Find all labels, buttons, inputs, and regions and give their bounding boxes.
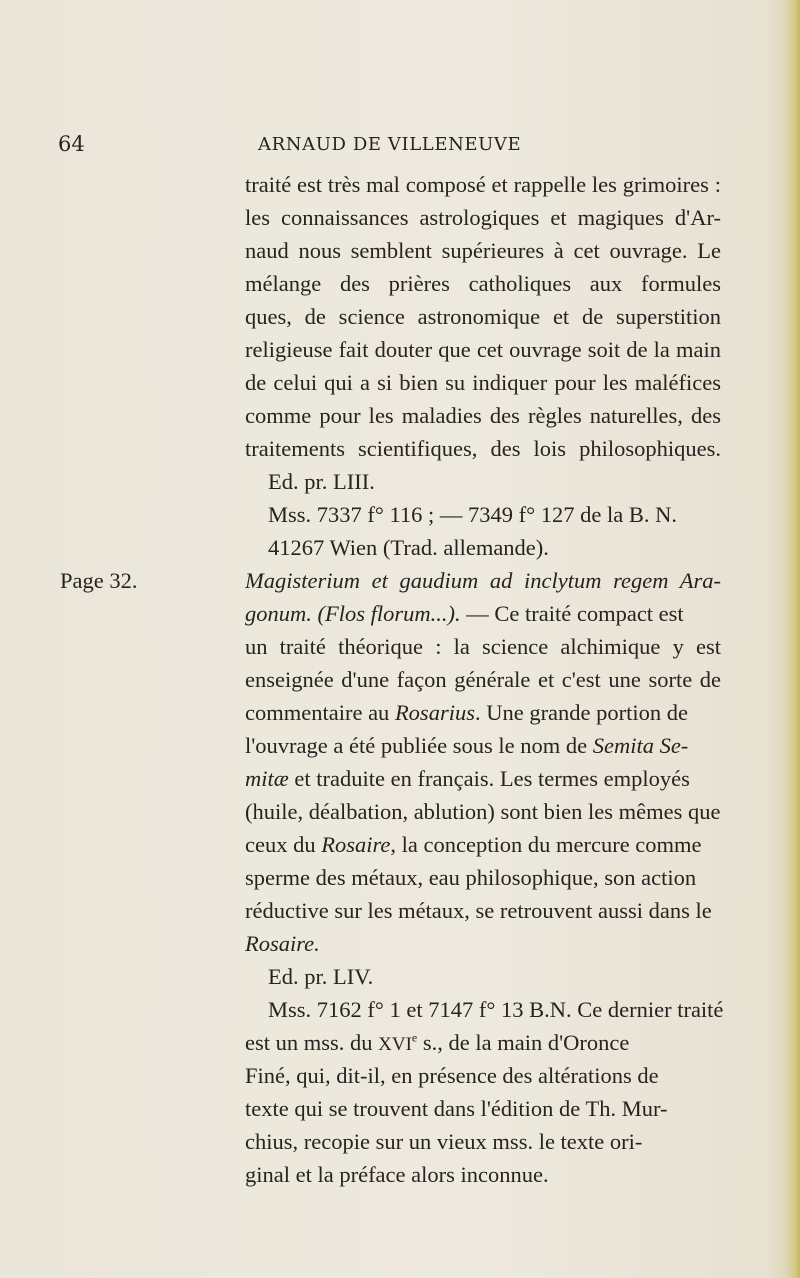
text-line: ques, de science astronomique et de superstition xyxy=(245,304,721,329)
running-head: ARNAUD DE VILLENEUVE xyxy=(258,134,522,155)
text-line: ginal et la préface alors inconnue. xyxy=(245,1162,549,1187)
text-segment: l'ouvrage a été publiée sous le nom de xyxy=(245,733,593,758)
text-segment: ceux du xyxy=(245,832,322,857)
edition-reference: Ed. pr. LIV. xyxy=(268,964,374,989)
text-line xyxy=(245,1026,629,1059)
text-line: naud nous semblent supérieures à cet ouvrage. Le xyxy=(245,238,721,263)
text-line: de celui qui a si bien su indiquer pour les maléfices xyxy=(245,370,721,395)
text-line: comme pour les maladies des règles naturelles, des xyxy=(245,403,721,428)
text-segment: et traduite en français. Les termes employés xyxy=(288,766,690,791)
italic-title: Semita Se- xyxy=(592,733,689,758)
text-line xyxy=(245,927,320,960)
text-segment: est un mss. du xyxy=(245,1030,379,1055)
manuscripts-reference: Mss. 7337 f° 116 ; — 7349 f° 127 de la B. N. xyxy=(268,502,678,527)
text-line: réductive sur les métaux, se retrouvent aussi dans le xyxy=(245,898,712,923)
text-line: chius, recopie sur un vieux mss. le texte ori- xyxy=(245,1129,643,1154)
italic-title: Rosaire xyxy=(321,832,391,857)
manuscripts-reference: 41267 Wien (Trad. allemande). xyxy=(268,535,549,560)
treatise-title xyxy=(245,564,721,597)
text-line: mélange des prières catholiques aux formules xyxy=(245,271,721,296)
text-line: traité est très mal composé et rappelle les grimoires : xyxy=(245,172,721,197)
text-segment: — Ce traité compact est xyxy=(460,601,684,626)
text-line: enseignée d'une façon générale et c'est une sorte de xyxy=(245,667,721,692)
text-line: sperme des métaux, eau philosophique, son action xyxy=(245,865,697,890)
text-line xyxy=(245,729,688,762)
text-segment: , la conception du mercure comme xyxy=(390,832,702,857)
text-line xyxy=(245,762,690,795)
title-italic: gonum. (Flos florum...). xyxy=(245,601,461,626)
text-segment: . Une grande portion de xyxy=(474,700,689,725)
text-line xyxy=(245,597,721,630)
title-italic: Magisterium et gaudium ad inclytum regem Ara- xyxy=(245,568,721,593)
text-line: traitements scientifiques, des lois philosophiques. xyxy=(245,436,721,461)
text-segment: s., de la main d'Oronce xyxy=(417,1030,630,1055)
margin-page-reference: Page 32. xyxy=(60,568,138,593)
superscript: e xyxy=(411,1030,418,1045)
text-line: texte qui se trouvent dans l'édition de Th. Mur- xyxy=(245,1096,668,1121)
italic-title: Rosarius xyxy=(394,700,475,725)
text-line: (huile, déalbation, ablution) sont bien les mêmes que xyxy=(245,799,721,824)
century-numeral: XVI xyxy=(378,1034,412,1055)
text-line xyxy=(245,828,702,861)
edition-reference: Ed. pr. LIII. xyxy=(268,469,375,494)
page-edge xyxy=(786,0,800,1278)
text-line xyxy=(245,696,688,729)
text-segment: commentaire au xyxy=(245,700,395,725)
text-line: Finé, qui, dit-il, en présence des altérations de xyxy=(245,1063,659,1088)
text-line: un traité théorique : la science alchimique y est xyxy=(245,634,721,659)
page-number: 64 xyxy=(58,132,85,156)
text-line: religieuse fait douter que cet ouvrage soit de la main xyxy=(245,337,721,362)
italic-title: Rosaire. xyxy=(245,931,320,956)
text-line: les connaissances astrologiques et magiques d'Ar- xyxy=(245,205,721,230)
italic-title: mitæ xyxy=(245,766,289,791)
manuscripts-reference: Mss. 7162 f° 1 et 7147 f° 13 B.N. Ce dernier traité xyxy=(268,997,724,1022)
